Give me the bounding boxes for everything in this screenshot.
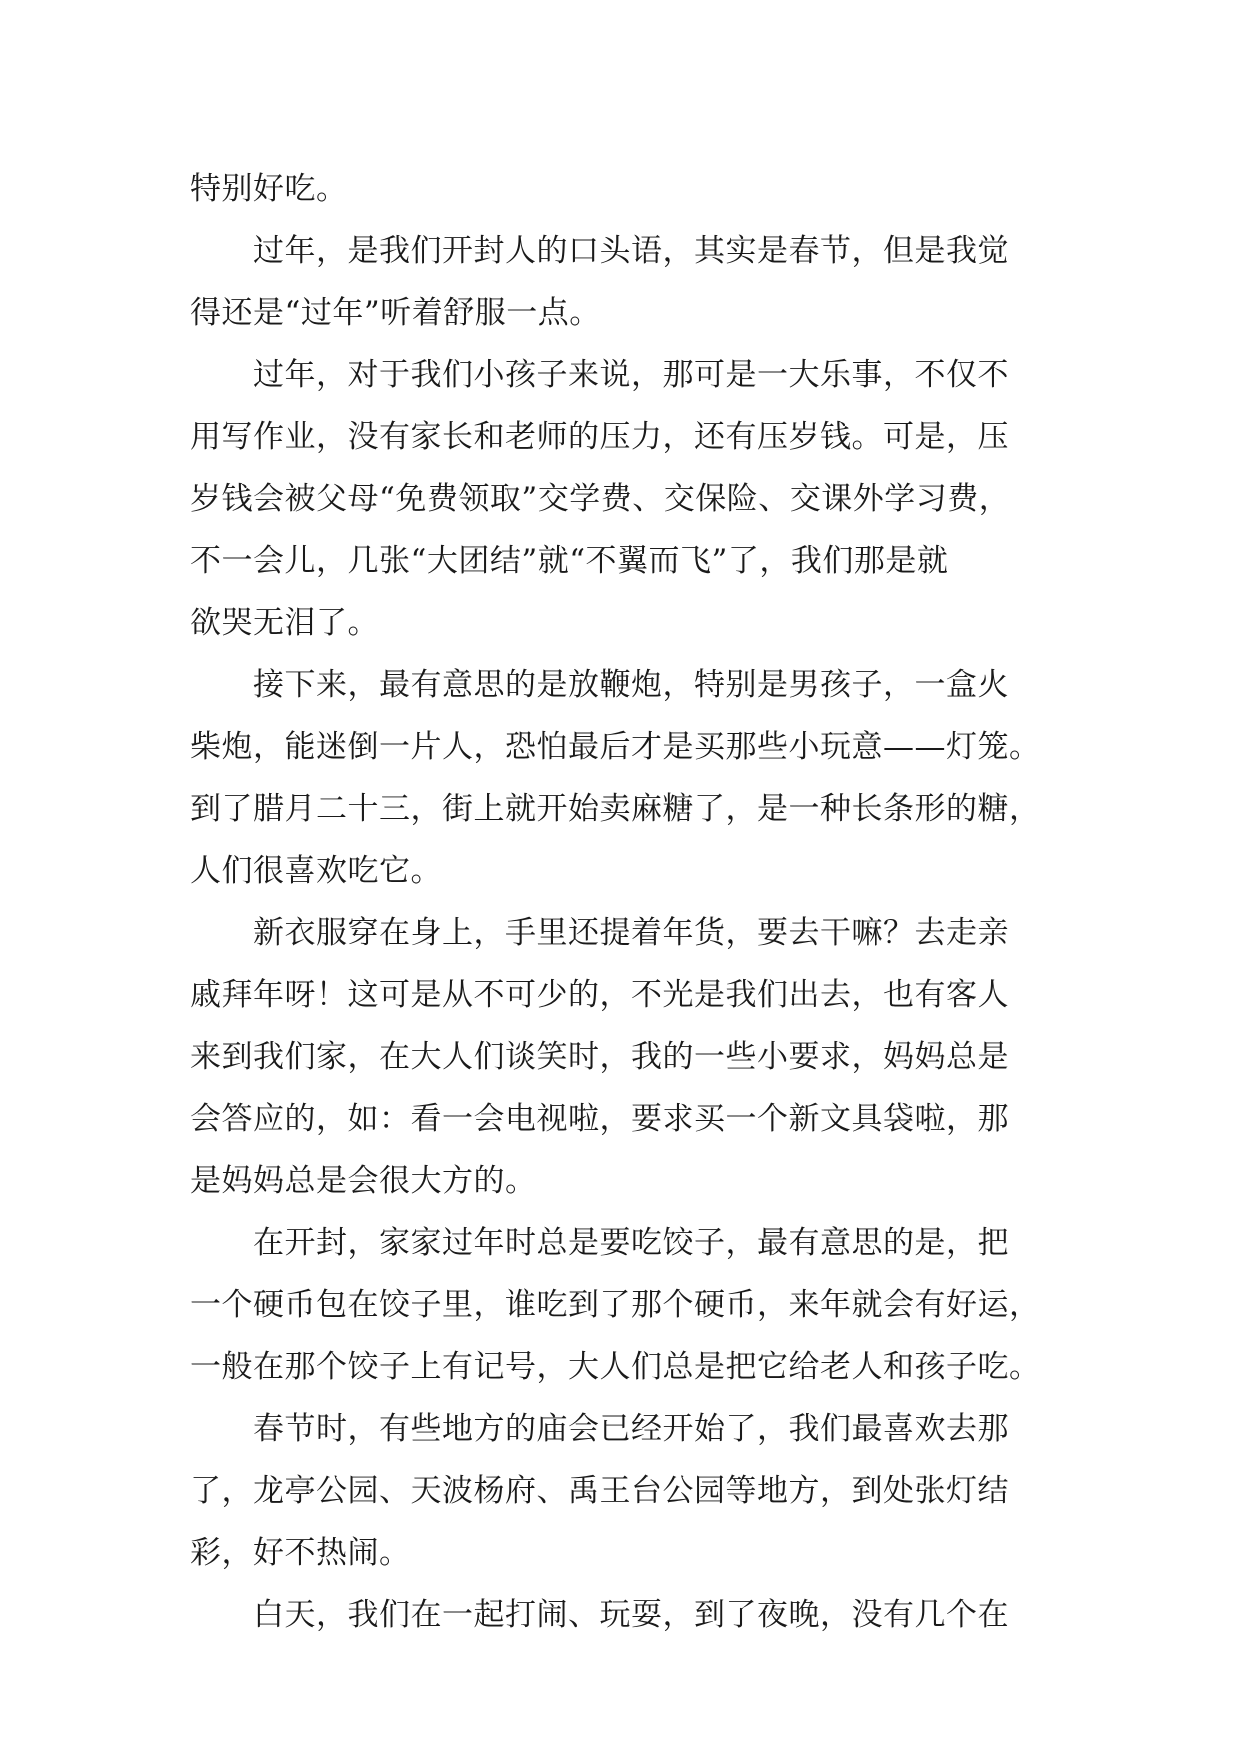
text-line: 人们很喜欢吃它。	[190, 853, 442, 889]
text-line: 到了腊月二十三，街上就开始卖麻糖了，是一种长条形的糖，	[190, 791, 1041, 827]
text-line: 接下来，最有意思的是放鞭炮，特别是男孩子，一盒火	[190, 667, 1009, 703]
text-line: 用写作业，没有家长和老师的压力，还有压岁钱。可是，压	[190, 419, 1009, 455]
text-line: 春节时，有些地方的庙会已经开始了，我们最喜欢去那	[190, 1411, 1009, 1447]
text-line: 了，龙亭公园、天波杨府、禹王台公园等地方，到处张灯结	[190, 1473, 1009, 1509]
text-line: 是妈妈总是会很大方的。	[190, 1163, 537, 1199]
text-line: 过年，是我们开封人的口头语，其实是春节，但是我觉	[190, 233, 1009, 269]
text-line: 过年，对于我们小孩子来说，那可是一大乐事，不仅不	[190, 357, 1009, 393]
text-line: 柴炮，能迷倒一片人，恐怕最后才是买那些小玩意——灯笼。	[190, 729, 1041, 765]
text-line: 不一会儿，几张“大团结”就“不翼而飞”了，我们那是就	[190, 543, 949, 579]
text-line: 岁钱会被父母“免费领取”交学费、交保险、交课外学习费，	[190, 481, 1011, 517]
text-line: 彩，好不热闹。	[190, 1535, 411, 1571]
document-body	[190, 158, 1058, 1646]
paragraph	[190, 1212, 1058, 1398]
text-line: 欲哭无泪了。	[190, 605, 379, 641]
text-line: 特别好吃。	[190, 171, 348, 207]
paragraph	[190, 654, 1058, 902]
text-line: 来到我们家，在大人们谈笑时，我的一些小要求，妈妈总是	[190, 1039, 1009, 1075]
text-line: 在开封，家家过年时总是要吃饺子，最有意思的是，把	[190, 1225, 1009, 1261]
paragraph	[190, 158, 1058, 220]
text-line: 一个硬币包在饺子里，谁吃到了那个硬币，来年就会有好运，	[190, 1287, 1041, 1323]
paragraph	[190, 902, 1058, 1212]
paragraph	[190, 1584, 1058, 1646]
paragraph	[190, 220, 1058, 344]
text-line: 白天，我们在一起打闹、玩耍，到了夜晚，没有几个在	[190, 1597, 1009, 1633]
text-line: 得还是“过年”听着舒服一点。	[190, 295, 601, 331]
paragraph	[190, 1398, 1058, 1584]
text-line: 新衣服穿在身上，手里还提着年货，要去干嘛？去走亲	[190, 915, 1009, 951]
text-line: 戚拜年呀！这可是从不可少的，不光是我们出去，也有客人	[190, 977, 1009, 1013]
paragraph	[190, 344, 1058, 654]
text-line: 会答应的，如：看一会电视啦，要求买一个新文具袋啦，那	[190, 1101, 1009, 1137]
text-line: 一般在那个饺子上有记号，大人们总是把它给老人和孩子吃。	[190, 1349, 1041, 1385]
